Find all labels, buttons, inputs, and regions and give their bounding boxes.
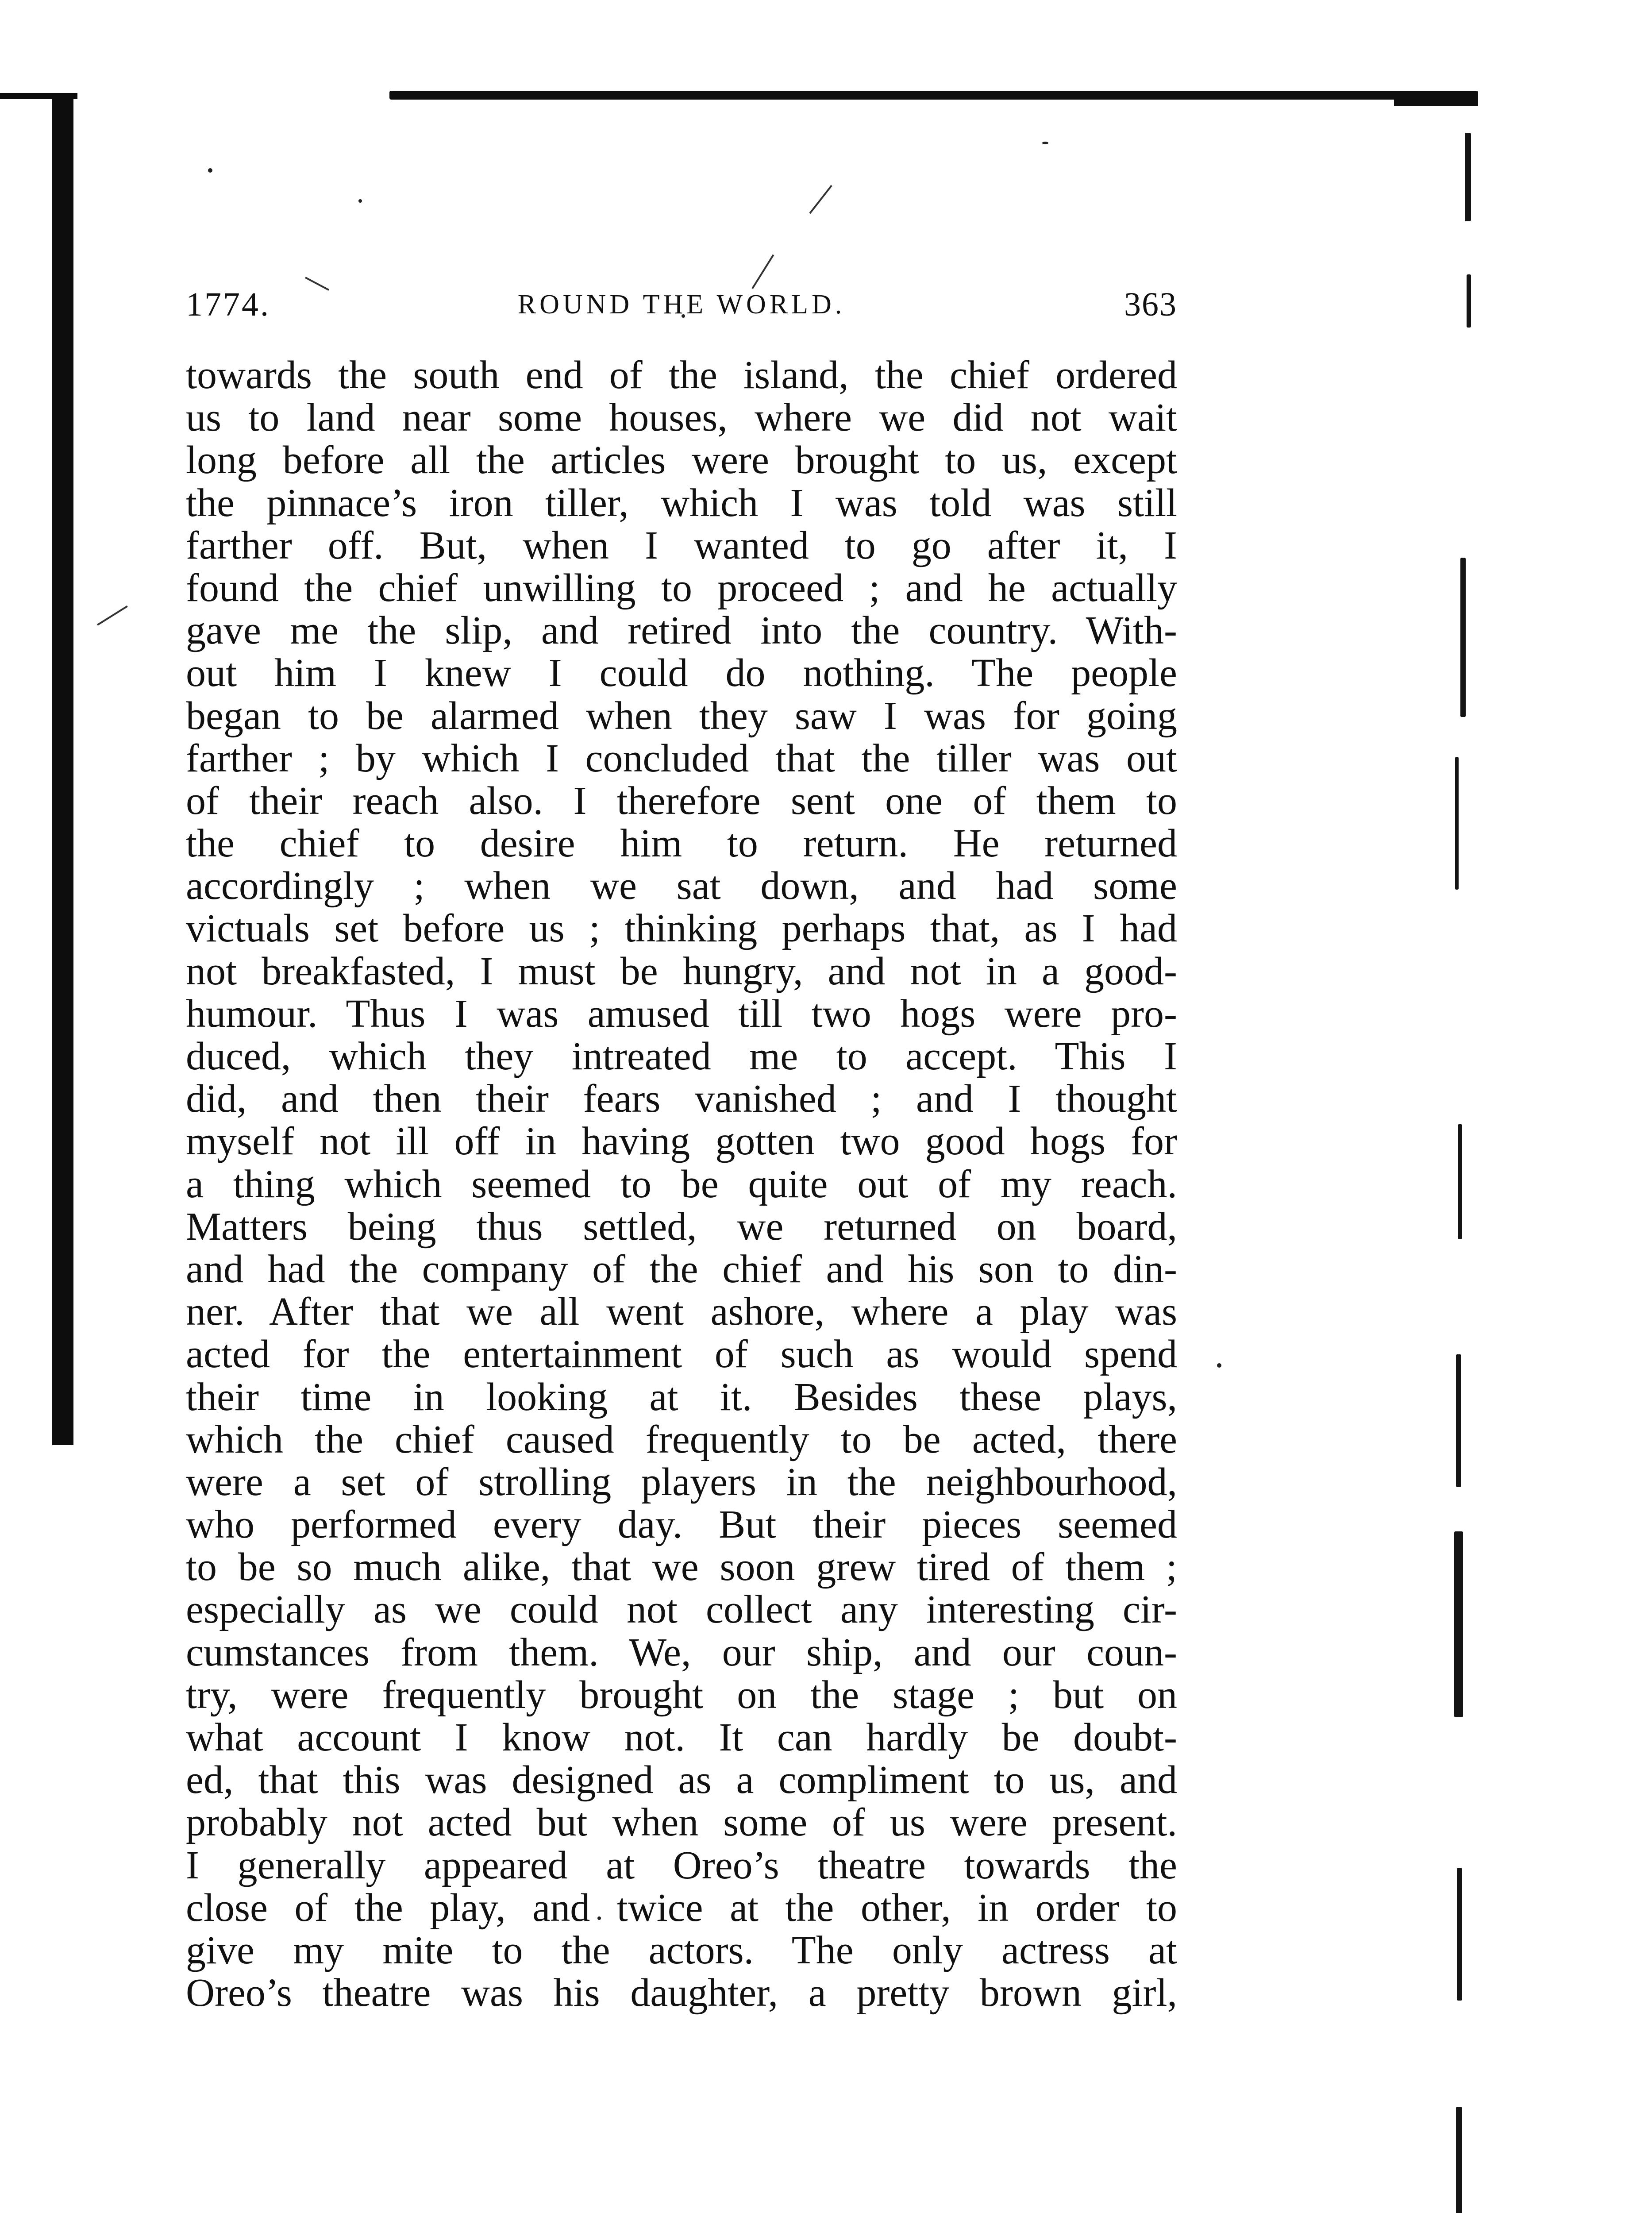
- text-line: accordingly ; when we sat down, and had some: [186, 864, 1177, 908]
- text-line: Matters being thus settled, we returned on board,: [186, 1204, 1177, 1249]
- text-line: I generally appeared at Oreo’s theatre towards the: [186, 1843, 1177, 1887]
- text-line: Oreo’s theatre was his daughter, a pretty brown girl,: [186, 1971, 1177, 2015]
- text-line: gave me the slip, and retired into the country. With-: [186, 609, 1177, 653]
- text-line: not breakfasted, I must be hungry, and not in a good-: [186, 949, 1177, 993]
- text-line: farther ; by which I concluded that the tiller was out: [186, 736, 1177, 780]
- text-line: which the chief caused frequently to be acted, there: [186, 1417, 1177, 1461]
- text-line: myself not ill off in having gotten two good hogs for: [186, 1119, 1177, 1164]
- text-line: did, and then their fears vanished ; and I thought: [186, 1077, 1177, 1121]
- text-line: found the chief unwilling to proceed ; and he actually: [186, 566, 1177, 610]
- text-line: cumstances from them. We, our ship, and our coun-: [186, 1630, 1177, 1674]
- text-line: a thing which seemed to be quite out of my reach.: [186, 1162, 1177, 1206]
- text-line: were a set of strolling players in the neighbourhood,: [186, 1460, 1177, 1504]
- text-line: ner. After that we all went ashore, where a play was: [186, 1290, 1177, 1334]
- text-line: humour. Thus I was amused till two hogs were pro-: [186, 991, 1177, 1036]
- year-label: 1774.: [186, 286, 270, 323]
- scan-speck: [1042, 142, 1048, 144]
- scan-right-edge: [1447, 115, 1478, 2213]
- text-line: us to land near some houses, where we did not wait: [186, 396, 1177, 440]
- text-line: to be so much alike, that we soon grew tired of them ;: [186, 1545, 1177, 1589]
- text-line: the pinnace’s iron tiller, which I was told was still: [186, 481, 1177, 525]
- text-line: victuals set before us ; thinking perhaps that, as I had: [186, 906, 1177, 951]
- text-line: probably not acted but when some of us were present.: [186, 1800, 1177, 1845]
- text-line: especially as we could not collect any interesting cir-: [186, 1588, 1177, 1632]
- body-text: [186, 354, 1177, 2014]
- running-head: [186, 285, 1177, 334]
- scan-top-rule: [389, 91, 1478, 100]
- scan-stroke: [751, 254, 774, 289]
- scan-binding-shadow: [52, 95, 73, 1445]
- text-line: began to be alarmed when they saw I was for going: [186, 694, 1177, 738]
- page-number: 363: [1124, 286, 1177, 323]
- text-line: duced, which they intreated me to accept. This I: [186, 1034, 1177, 1078]
- text-line: their time in looking at it. Besides these plays,: [186, 1375, 1177, 1419]
- text-line: farther off. But, when I wanted to go after it, I: [186, 523, 1177, 567]
- text-line: what account I know not. It can hardly be doubt-: [186, 1716, 1177, 1759]
- text-line: towards the south end of the island, the chief ordered: [186, 353, 1177, 397]
- text-line: close of the play, and twice at the other, in order to: [186, 1885, 1177, 1930]
- scan-top-rule-end: [1394, 92, 1478, 106]
- text-line: who performed every day. But their pieces seemed: [186, 1503, 1177, 1547]
- scan-speck: [358, 199, 362, 203]
- text-line: the chief to desire him to return. He returned: [186, 821, 1177, 866]
- text-line: ed, that this was designed as a compliment to us, and: [186, 1758, 1177, 1802]
- text-line: long before all the articles were brought to us, except: [186, 438, 1177, 482]
- text-line: give my mite to the actors. The only actress at: [186, 1928, 1177, 1972]
- text-line: try, were frequently brought on the stage ; but on: [186, 1673, 1177, 1717]
- scan-stroke: [97, 605, 128, 626]
- text-line: of their reach also. I therefore sent one of them to: [186, 779, 1177, 823]
- running-title: ROUND THE WORLD.: [517, 289, 846, 320]
- scan-speck: [208, 168, 212, 173]
- text-line: acted for the entertainment of such as would spend: [186, 1332, 1177, 1376]
- scan-stroke: [809, 185, 832, 214]
- text-line: out him I knew I could do nothing. The people: [186, 651, 1177, 695]
- text-line: and had the company of the chief and his son to din-: [186, 1247, 1177, 1291]
- scan-speck: [1217, 1363, 1221, 1368]
